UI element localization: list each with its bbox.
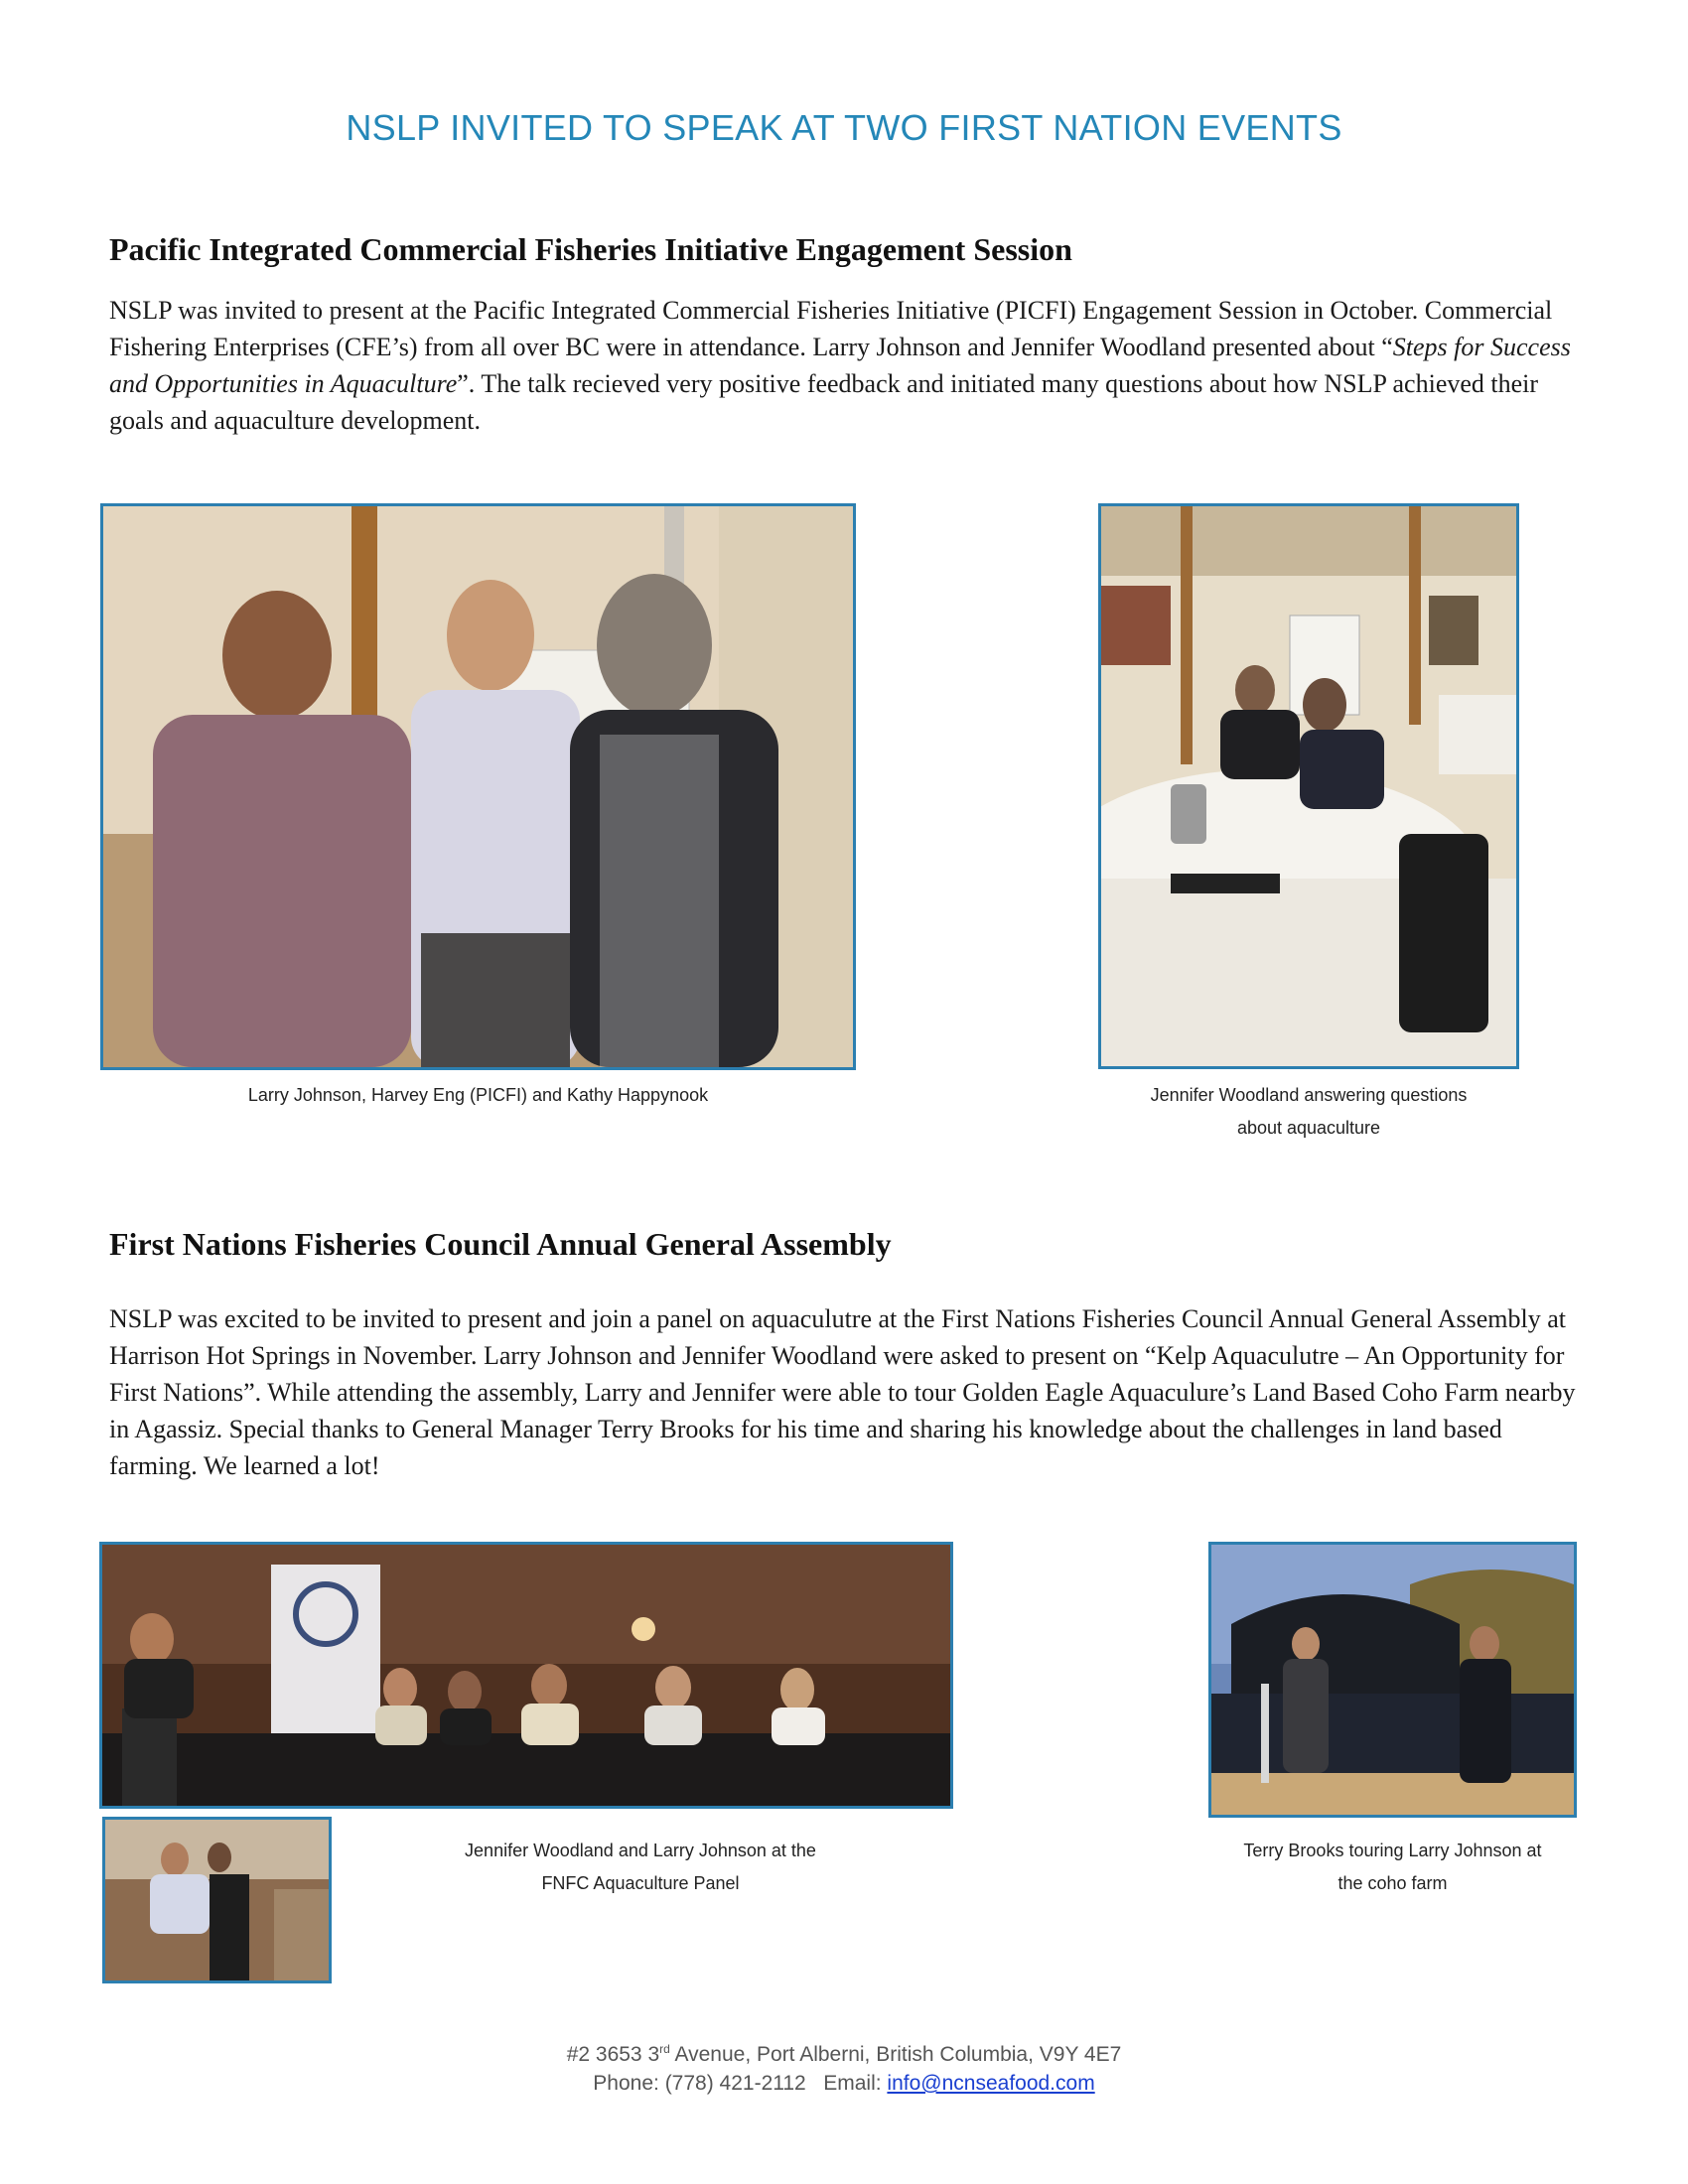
caption-table-photo	[1098, 1079, 1519, 1145]
caption-panel-line-1: Jennifer Woodland and Larry Johnson at the	[465, 1841, 816, 1860]
section2-heading: First Nations Fisheries Council Annual General Assembly	[109, 1226, 892, 1262]
photo-podium-small	[102, 1817, 332, 1983]
photo-larry-harvey-kathy	[100, 503, 856, 1070]
caption-farm-line-1: Terry Brooks touring Larry Johnson at	[1243, 1841, 1542, 1860]
photo-jennifer-table	[1098, 503, 1519, 1069]
photo-table-image	[1101, 506, 1516, 1066]
caption-farm-photo	[1208, 1835, 1577, 1900]
photo-podium-image	[105, 1820, 329, 1980]
section1-talk-title: Steps for Success and Opportunities in Aquaculture	[109, 333, 1571, 398]
footer-address-rest: Avenue, Port Alberni, British Columbia, V9Y 4E7	[669, 2043, 1122, 2066]
caption-table-line-2: about aquaculture	[1236, 1118, 1381, 1138]
page-title: NSLP INVITED TO SPEAK AT TWO FIRST NATION EVENTS	[346, 107, 1342, 148]
photo-farm-image	[1211, 1545, 1574, 1815]
photo-group-image	[103, 506, 853, 1067]
caption-panel-line-2: FNFC Aquaculture Panel	[541, 1873, 740, 1893]
footer-address-sup: rd	[659, 2042, 670, 2056]
caption-group-photo: Larry Johnson, Harvey Eng (PICFI) and Kathy Happynook	[247, 1085, 709, 1105]
footer-address	[0, 2042, 1688, 2067]
section1-paragraph	[109, 292, 1579, 439]
section1-text-a: NSLP was invited to present at the Pacific Integrated Commercial Fisheries Initiative (PICFI) Engagement Session in October. Commercial Fishering Enterprises (CFE’s) from all over BC were in attendance. Larry Johnson and Jennifer Woodland presented about “	[109, 296, 1553, 361]
photo-panel-image	[102, 1545, 950, 1806]
section1-heading: Pacific Integrated Commercial Fisheries Initiative Engagement Session	[109, 231, 1072, 267]
section1-text-b: ”. The talk recieved very positive feedback and initiated many questions about how NSLP achieved their goals and aquaculture development.	[109, 369, 1539, 435]
photo-fnfc-panel	[99, 1542, 953, 1809]
footer-contact	[0, 2072, 1688, 2096]
footer-phone: Phone: (778) 421-2112 Email:	[593, 2072, 888, 2095]
section2-paragraph: NSLP was excited to be invited to present and join a panel on aquaculutre at the First Nations Fisheries Council Annual General Assembly at Harrison Hot Springs in November. Larry Johnson and Jennifer Woodland were asked to present on “Kelp Aquaculutre – An Opportunity for First Nations”. While attending the assembly, Larry and Jennifer were able to tour Golden Eagle Aquaculure’s Land Based Coho Farm nearby in Agassiz. Special thanks to General Manager Terry Brooks for his time and sharing his knowledge about the challenges in land based farming. We learned a lot!	[109, 1304, 1576, 1480]
caption-table-line-1: Jennifer Woodland answering questions	[1150, 1085, 1468, 1105]
caption-farm-line-2: the coho farm	[1337, 1873, 1448, 1893]
caption-panel-photo	[407, 1835, 874, 1900]
footer-address-number: #2 3653 3	[566, 2043, 660, 2066]
footer-email-link[interactable]: info@ncnseafood.com	[887, 2072, 1095, 2095]
photo-coho-farm	[1208, 1542, 1577, 1818]
